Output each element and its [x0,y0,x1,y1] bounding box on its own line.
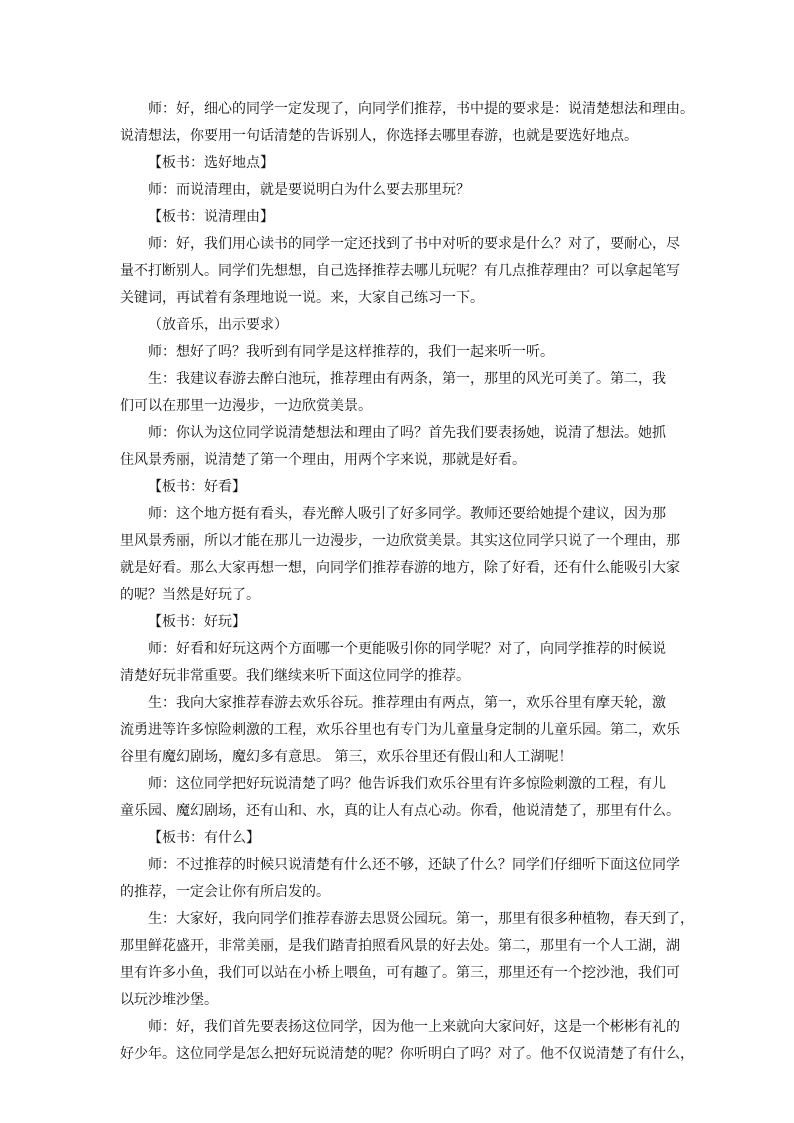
text-line: 师：好看和好玩这两个方面哪一个更能吸引你的同学呢？对了，向同学推荐的时候说 [148,641,666,657]
paragraph [120,1014,694,1068]
paragraph [120,96,694,150]
text-line: 【板书：好玩】 [148,614,246,630]
text-line: 师：这个地方挺有看头，春光醉人吸引了好多同学。教师还要给她提个建议，因为那 [148,506,666,522]
text-line: 谷里有魔幻剧场，魔幻多有意思。 第三，欢乐谷里还有假山和人工湖呢！ [120,749,573,765]
text-line: 【板书：说清理由】 [148,209,274,225]
text-line: 流勇进等许多惊险刺激的工程，欢乐谷里也有专门为儿童量身定制的儿童乐园。第二，欢乐 [120,722,680,738]
text-line: 【板书：好看】 [148,479,246,495]
text-line: 好少年。这位同学是怎么把好玩说清楚的呢？你听明白了吗？对了。他不仅说清楚了有什么， [120,1046,694,1062]
paragraph [120,204,690,231]
text-line: 的呢？当然是好玩了。 [120,587,260,603]
text-line: 里风景秀丽，所以才能在那儿一边漫步，一边欣赏美景。其实这位同学只说了一个理由，那 [120,533,680,549]
paragraph [120,825,690,852]
text-line: 住风景秀丽，说清楚了第一个理由，用两个字来说，那就是好看。 [120,452,526,468]
text-line: 师：好，细心的同学一定发现了，向同学们推荐，书中提的要求是：说清楚想法和理由。 [148,101,694,117]
text-line: 说清想法，你要用一句话清楚的告诉别人，你选择去哪里春游，也就是要选好地点。 [120,128,638,144]
paragraph [120,366,690,420]
text-line: 以玩沙堆沙堡。 [120,992,218,1008]
paragraph [120,852,690,906]
paragraph [120,474,690,501]
paragraph [120,150,690,177]
text-line: 清楚好玩非常重要。我们继续来听下面这位同学的推荐。 [120,668,470,684]
paragraph [120,231,690,312]
text-line: 师：这位同学把好玩说清楚了吗？他告诉我们欢乐谷里有许多惊险刺激的工程，有儿 [148,776,666,792]
text-line: 师：好，我们用心读书的同学一定还找到了书中对听的要求是什么？对了，要耐心，尽 [148,236,680,252]
paragraph [120,501,690,609]
text-line: 师：想好了吗？我听到有同学是这样推荐的，我们一起来听一听。 [148,344,554,360]
paragraph [120,420,690,474]
paragraph [120,312,690,339]
paragraph [120,177,690,204]
text-line: 那里鲜花盛开，非常美丽，是我们踏青拍照看风景的好去处。第二，那里有一个人工湖，湖 [120,938,680,954]
text-line: 的推荐，一定会让你有所启发的。 [120,884,330,900]
text-line: 师：你认为这位同学说清楚想法和理由了吗？首先我们要表扬她，说清了想法。她抓 [148,425,666,441]
paragraph [120,906,694,1014]
text-line: 里有许多小鱼，我们可以站在小桥上喂鱼，可有趣了。第三，那里还有一个挖沙池，我们可 [120,965,680,981]
text-line: 生：我向大家推荐春游去欢乐谷玩。推荐理由有两点，第一，欢乐谷里有摩天轮，激 [148,695,666,711]
paragraph [120,339,690,366]
paragraph [120,690,690,771]
text-line: 关键词，再试着有条理地说一说。来，大家自己练习一下。 [120,290,484,306]
text-line: 童乐园、魔幻剧场，还有山和、水，真的让人有点心动。你看，他说清楚了，那里有什么。 [120,803,680,819]
text-line: 生：大家好，我向同学们推荐春游去思贤公园玩。第一，那里有很多种植物，春天到了， [148,911,694,927]
paragraph [120,771,690,825]
text-line: 生：我建议春游去醉白池玩，推荐理由有两条，第一，那里的风光可美了。第二，我 [148,371,666,387]
text-line: 就是好看。那么大家再想一想，向同学们推荐春游的地方，除了好看，还有什么能吸引大家 [120,560,680,576]
text-line: 师：不过推荐的时候只说清楚有什么还不够，还缺了什么？同学们仔细听下面这位同学 [148,857,680,873]
text-line: 们可以在那里一边漫步，一边欣赏美景。 [120,398,372,414]
document-body [120,96,694,1068]
paragraph [120,636,690,690]
paragraph [120,609,690,636]
text-line: （放音乐，出示要求） [148,317,288,333]
text-line: 量不打断别人。同学们先想想，自己选择推荐去哪儿玩呢？有几点推荐理由？可以拿起笔写 [120,263,680,279]
text-line: 师：好，我们首先要表扬这位同学，因为他一上来就向大家问好，这是一个彬彬有礼的 [148,1019,680,1035]
text-line: 师：而说清理由，就是要说明白为什么要去那里玩？ [148,182,470,198]
text-line: 【板书：有什么】 [148,830,260,846]
text-line: 【板书：选好地点】 [148,155,274,171]
